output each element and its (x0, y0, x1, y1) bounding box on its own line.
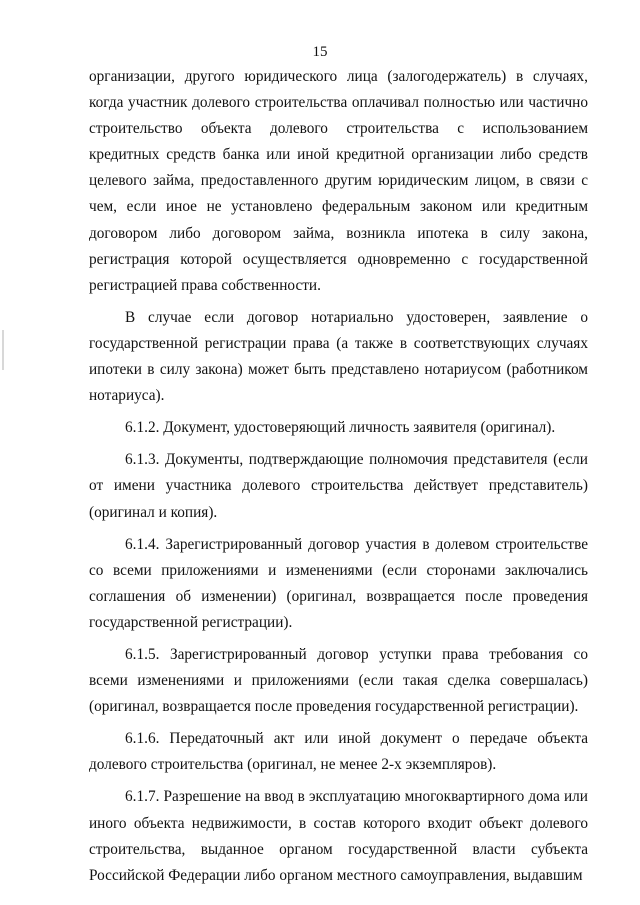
paragraph-6-1-7: 6.1.7. Разрешение на ввод в эксплуатацию многоквартирного дома или иного объекта недвижимости, в состав которого входит объект долевого строительства, выданное органом государственной власти субъекта Российской Федерации либо органом местного самоуправления, выдавшим (89, 788, 588, 884)
margin-scan-mark (2, 330, 4, 370)
paragraph-6-1-3: 6.1.3. Документы, подтверждающие полномочия представителя (если от имени участника долевого строительства действует представитель) (оригинал и копия). (89, 451, 588, 521)
paragraph-notary: В случае если договор нотариально удостоверен, заявление о государственной регистрации права (а также в соответствующих случаях ипотеки в силу закона) может быть представлено нотариусом (работником нотариуса). (89, 308, 588, 405)
paragraph-6-1-4: 6.1.4. Зарегистрированный договор участия в долевом строительстве со всеми приложениями и изменениями (если сторонами заключались соглашения об изменении) (оригинал, возвращается после проведения государственной регистрации). (89, 535, 588, 631)
paragraph-6-1-6: 6.1.6. Передаточный акт или иной документ о передаче объекта долевого строительства (оригинал, не менее 2-х экземпляров). (89, 730, 588, 774)
document-body (89, 64, 588, 889)
paragraph-6-1-2: 6.1.2. Документ, удостоверяющий личность заявителя (оригинал). (125, 419, 556, 437)
paragraph-continuation: организации, другого юридического лица (залогодержатель) в случаях, когда участник долевого строительства оплачивал полностью или частично строительство объекта долевого строительства с использованием кредитных средств банка или иной кредитной организации либо средств целевого займа, предоставленного другим юридическим лицом, в связи с чем, если иное не установлено федеральным законом или кредитным договором либо договором займа, возникла ипотека в силу закона, регистрация которой осуществляется одновременно с государственной регистрацией права собственности. (89, 68, 588, 294)
page-number: 15 (312, 44, 328, 60)
paragraph-6-1-5: 6.1.5. Зарегистрированный договор уступки права требования со всеми изменениями и приложениями (если такая сделка совершалась) (оригинал, возвращается после проведения государственной регистрации). (89, 645, 588, 716)
